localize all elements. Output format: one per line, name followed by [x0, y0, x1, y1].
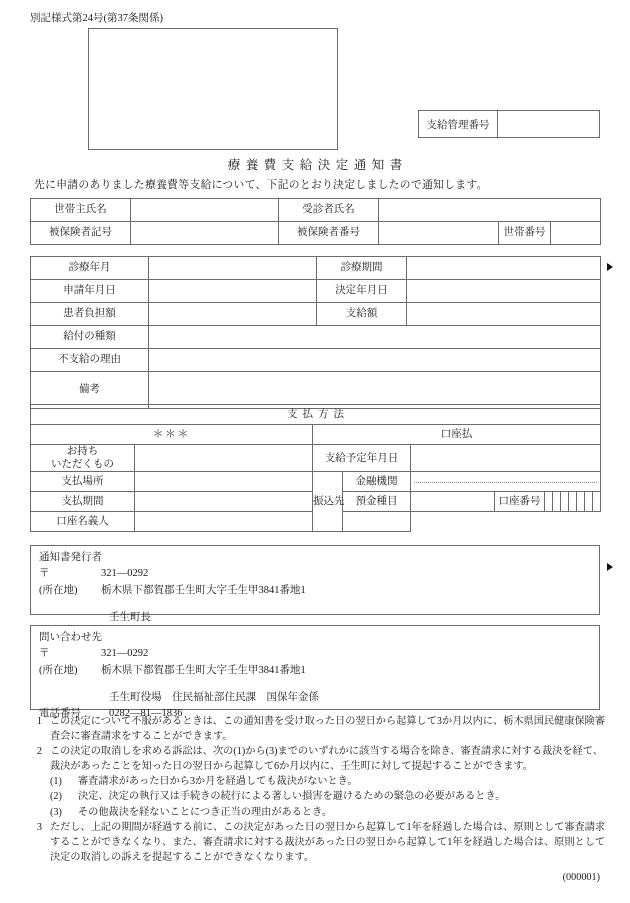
- householder-name-value[interactable]: [131, 199, 279, 222]
- payment-method-title: 支払方法: [31, 405, 601, 425]
- table-row: [31, 425, 601, 445]
- non-payment-reason-label: 不支給の理由: [31, 349, 149, 372]
- account-number-cell[interactable]: [561, 492, 569, 511]
- logo-placeholder-box: [88, 28, 338, 150]
- household-number-label: 世帯番号: [499, 222, 551, 245]
- management-number-field: [418, 110, 600, 138]
- right-edge-marker-icon: [607, 563, 613, 571]
- contact-phone-value[interactable]: 0282—81—1836: [109, 708, 183, 720]
- spacer: [39, 599, 599, 610]
- payment-right-header: 口座払: [313, 425, 601, 445]
- claim-details-table: [30, 256, 601, 409]
- patient-name-label: 受診者氏名: [279, 199, 379, 222]
- note-number: 3: [36, 821, 42, 833]
- payment-place-label: 支払場所: [31, 472, 135, 492]
- account-holder-value[interactable]: [135, 512, 411, 532]
- note-text: ただし、上記の期間が経過する前に、この決定があった日の翌日から起算して1年を経過した場合は、原則として審査請求することができなくなり、また、審査請求に対する裁決があった日の翌日から起算して1年を経過した場合は、原則として決定の取消しの訴えを提起することができなくなります。: [50, 821, 606, 863]
- application-date-label: 申請年月日: [31, 280, 149, 303]
- account-holder-label: 口座名義人: [31, 512, 135, 532]
- table-row: [31, 257, 601, 280]
- contact-phone-label: 電話番号: [39, 708, 81, 720]
- note-subitem: [22, 774, 612, 789]
- patient-burden-label: 患者負担額: [31, 303, 149, 326]
- insured-number-label: 被保険者番号: [279, 222, 379, 245]
- bring-items-label-line2: いただくもの: [51, 459, 114, 471]
- note-subitem-number: (2): [50, 791, 62, 803]
- application-date-value[interactable]: [149, 280, 317, 303]
- account-number-boxes[interactable]: [545, 492, 601, 512]
- remarks-value[interactable]: [149, 372, 601, 409]
- table-row: [31, 199, 601, 222]
- table-row: [31, 303, 601, 326]
- table-row: [31, 280, 601, 303]
- remarks-label: 備考: [31, 372, 149, 409]
- table-row: [31, 222, 601, 245]
- treatment-month-value[interactable]: [149, 257, 317, 280]
- non-payment-reason-value[interactable]: [149, 349, 601, 372]
- payment-amount-label: 支給額: [317, 303, 407, 326]
- account-number-cell-group: [545, 492, 600, 511]
- table-row: [31, 405, 601, 425]
- scheduled-payment-date-value[interactable]: [411, 445, 601, 472]
- note-subitem: [22, 789, 612, 804]
- decision-date-value[interactable]: [407, 280, 601, 303]
- scheduled-payment-date-label: 支給予定年月日: [313, 445, 411, 472]
- note-number: 2: [36, 746, 42, 758]
- account-number-cell[interactable]: [569, 492, 577, 511]
- table-row: [31, 349, 601, 372]
- note-text: この決定について不服があるときは、この通知書を受け取った日の翌日から起算して3か月以内に、栃木県国民健康保険審査会に審査請求をすることができます。: [50, 716, 606, 743]
- account-number-label: 口座番号: [495, 492, 545, 512]
- intro-text: 先に申請のありました療養費等支給について、下記のとおり決定しましたので通知します。: [34, 179, 488, 191]
- management-number-value[interactable]: [498, 111, 599, 137]
- bring-items-label-line1: お持ち: [66, 446, 99, 457]
- postal-mark-icon: 〒: [39, 648, 50, 660]
- issuer-address-label: (所在地): [39, 584, 78, 596]
- transfer-destination-label: 振込先: [313, 472, 343, 532]
- page-title: 療養費支給決定通知書: [227, 158, 408, 172]
- contact-postal-line: [39, 646, 599, 662]
- account-number-cell[interactable]: [585, 492, 593, 511]
- table-row: [31, 326, 601, 349]
- issuer-address: 栃木県下都賀郡壬生町大字壬生甲3841番地1: [101, 584, 306, 596]
- insured-symbol-label: 被保険者記号: [31, 222, 131, 245]
- note-item: [22, 714, 612, 744]
- form-number: 別記様式第24号(第37条関係): [30, 13, 163, 24]
- note-text: この決定の取消しを求める訴訟は、次の(1)から(3)までのいずれかに該当する場合を除き、審査請求に対する裁決を経て、裁決があったことを知った日の翌日から起算して6か月以内に、壬生町に対して提起することができます。: [50, 746, 603, 773]
- payment-period-label: 支払期間: [31, 492, 135, 512]
- insured-symbol-value[interactable]: [131, 222, 279, 245]
- bring-items-value[interactable]: [135, 445, 313, 472]
- payment-place-value[interactable]: [135, 472, 313, 492]
- contact-postal-code: 321—0292: [101, 648, 149, 660]
- issuer-box: [30, 545, 600, 623]
- householder-name-label: 世帯主氏名: [31, 199, 131, 222]
- contact-address-line: [39, 663, 599, 679]
- insured-info-table: [30, 198, 601, 245]
- patient-name-value[interactable]: [379, 199, 601, 222]
- issuer-postal-line: [39, 566, 599, 582]
- table-row: [31, 372, 601, 409]
- bring-items-label: [31, 445, 135, 472]
- account-number-cell[interactable]: [577, 492, 585, 511]
- page-number: (000001): [562, 872, 600, 883]
- note-subitem-number: (1): [50, 776, 62, 788]
- note-item: [22, 744, 612, 774]
- account-number-cell[interactable]: [593, 492, 600, 511]
- bank-label: 金融機関: [343, 472, 411, 492]
- spacer: [39, 679, 599, 690]
- contact-heading: 問い合わせ先: [39, 632, 102, 643]
- note-subitem-number: (3): [50, 806, 62, 818]
- payment-amount-value[interactable]: [407, 303, 601, 326]
- payment-period-value[interactable]: [135, 492, 313, 512]
- issuer-heading: 通知書発行者: [39, 552, 102, 563]
- treatment-period-value[interactable]: [407, 257, 601, 280]
- note-item: [22, 820, 612, 865]
- account-number-cell[interactable]: [545, 492, 553, 511]
- payment-method-table: [30, 404, 601, 532]
- treatment-month-label: 診療年月: [31, 257, 149, 280]
- patient-burden-value[interactable]: [149, 303, 317, 326]
- benefit-type-label: 給付の種類: [31, 326, 149, 349]
- deposit-type-label: 預金種目: [343, 492, 411, 512]
- note-subitem: [22, 805, 612, 820]
- benefit-type-value[interactable]: [149, 326, 601, 349]
- deposit-type-value[interactable]: [411, 492, 495, 512]
- payment-left-header: ＊＊＊: [31, 425, 313, 445]
- issuer-signature: 壬生町長: [109, 611, 151, 623]
- issuer-postal-code: 321—0292: [101, 568, 149, 580]
- table-row: [31, 512, 601, 532]
- decision-date-label: 決定年月日: [317, 280, 407, 303]
- contact-office: 壬生町役場 住民福祉部住民課 国保年金係: [109, 691, 319, 703]
- account-number-cell[interactable]: [553, 492, 561, 511]
- treatment-period-label: 診療期間: [317, 257, 407, 280]
- right-edge-marker-icon: [607, 263, 613, 271]
- postal-mark-icon: 〒: [39, 568, 50, 580]
- note-subitem-text: 決定、決定の執行又は手続きの続行による著しい損害を避けるための緊急の必要があるとき。: [78, 791, 506, 803]
- management-number-label: 支給管理番号: [419, 111, 498, 137]
- contact-address: 栃木県下都賀郡壬生町大字壬生甲3841番地1: [101, 664, 306, 676]
- issuer-address-line: [39, 583, 599, 599]
- note-subitem-text: 審査請求があった日から3か月を経過しても裁決がないとき。: [78, 776, 358, 788]
- bank-value[interactable]: [411, 472, 601, 492]
- contact-address-label: (所在地): [39, 664, 78, 676]
- contact-box: [30, 625, 600, 720]
- household-number-value[interactable]: [551, 222, 601, 245]
- insured-number-value[interactable]: [379, 222, 499, 245]
- note-subitem-text: その他裁決を経ないことにつき正当の理由があるとき。: [78, 806, 333, 818]
- legal-notes: [22, 714, 612, 865]
- note-number: 1: [36, 716, 42, 727]
